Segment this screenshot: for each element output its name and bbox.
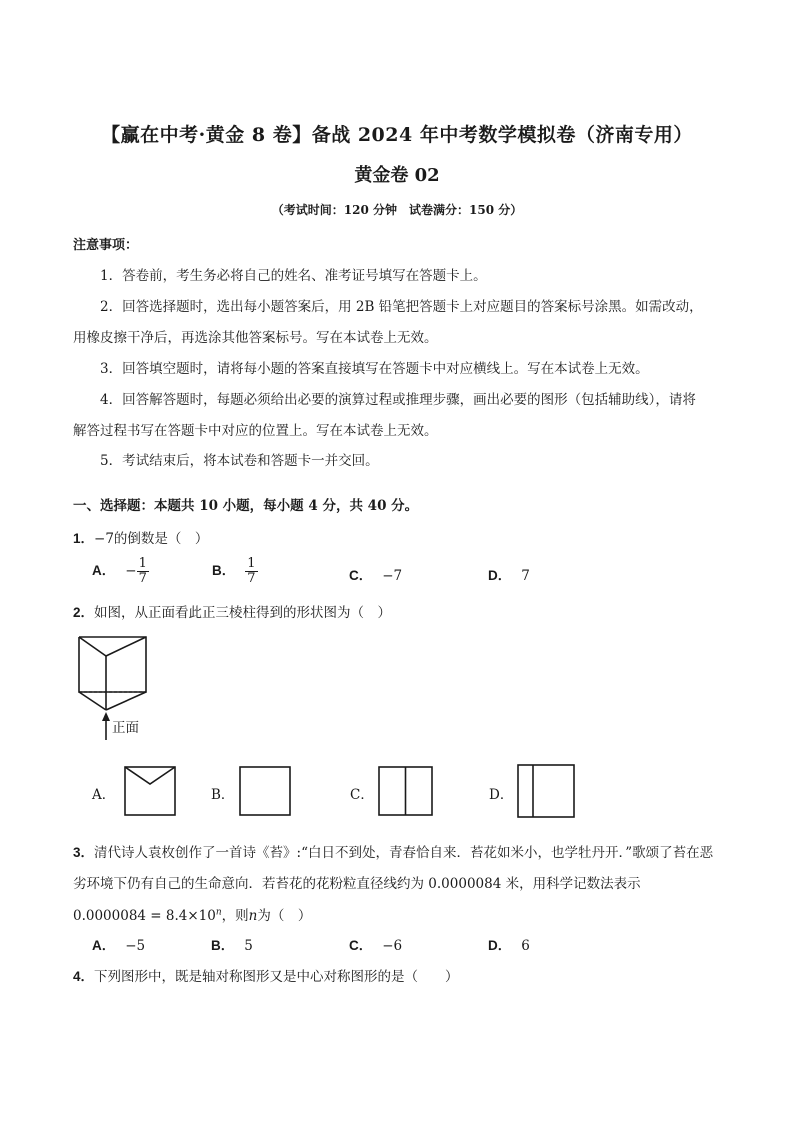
question-number: 3． [73, 845, 95, 860]
notice-item-1: 1．答卷前，考生务必将自己的姓名、准考证号填写在答题卡上。 [100, 268, 487, 284]
paper-title: 【赢在中考·黄金 8 卷】备战 2024 年中考数学模拟卷（济南专用） [101, 124, 693, 146]
exponent: n [215, 907, 222, 918]
option-value: 7 [521, 568, 530, 584]
question-text: −7的倒数是（ ） [94, 531, 209, 547]
option-value: −7 [382, 568, 403, 584]
option-value: −6 [382, 938, 403, 954]
q2-option-d-shape[interactable] [517, 764, 575, 818]
fraction [245, 557, 257, 586]
notice-item-4: 4．回答解答题时，每题必须给出必要的演算过程或推理步骤，画出必要的图形（包括辅助线），请将 [100, 392, 696, 408]
option-value: 6 [521, 938, 530, 954]
notice-item-3: 3．回答填空题时，请将每小题的答案直接填写在答题卡中对应横线上。写在本试卷上无效。 [100, 361, 649, 377]
q1-option-b[interactable] [212, 557, 258, 586]
question-number: 2． [73, 605, 95, 620]
question-1 [73, 527, 208, 547]
fraction-denominator: 7 [138, 571, 147, 586]
q2-option-b-shape[interactable] [239, 766, 291, 816]
question-3-line-2: 劣环境下仍有自己的生命意向．若苔花的花粉粒直径线约为 0.0000084 米，用科学记数法表示 [73, 876, 641, 892]
question-number: 1． [73, 531, 95, 546]
q2-option-a-shape[interactable] [124, 766, 176, 816]
q2-option-b-label[interactable]: B． [211, 787, 235, 803]
section-heading: 一、选择题：本题共 10 小题，每小题 4 分，共 40 分。 [73, 498, 419, 514]
variable: n [248, 908, 258, 924]
q3-option-c[interactable] [349, 934, 402, 954]
q3-option-d[interactable] [488, 934, 530, 954]
notice-item-2-cont: 用橡皮擦干净后，再选涂其他答案标号。写在本试卷上无效。 [73, 330, 438, 346]
option-sign: − [125, 563, 137, 579]
q2-option-a-label[interactable]: A． [92, 787, 116, 803]
q1-option-d[interactable] [488, 564, 530, 584]
question-3-line-3 [73, 904, 311, 924]
question-4 [73, 965, 459, 985]
q1-option-c[interactable] [349, 564, 402, 584]
fraction-numerator: 1 [138, 556, 147, 571]
question-text-line-1: 清代诗人袁枚创作了一首诗《苔》:“白日不到处，青春恰自来．苔花如米小，也学牡丹开．”歌颂了苔在恶 [94, 845, 714, 861]
notice-heading: 注意事项： [73, 238, 139, 253]
option-label: A． [92, 563, 116, 578]
notice-item-4-cont: 解答过程书写在答题卡中对应的位置上。写在本试卷上无效。 [73, 423, 438, 439]
text-fragment: ，则 [221, 908, 249, 924]
option-label: A． [92, 938, 116, 953]
q1-option-a[interactable] [92, 557, 149, 586]
option-label: B． [212, 563, 236, 578]
option-label: D． [488, 568, 512, 583]
q3-option-b[interactable] [211, 934, 253, 954]
option-value: 5 [244, 938, 253, 954]
exam-info: （考试时间：120 分钟 试卷满分：150 分） [271, 203, 523, 217]
notice-item-5: 5．考试结束后，将本试卷和答题卡一并交回。 [100, 453, 379, 469]
fraction-denominator: 7 [247, 571, 256, 586]
q2-option-c-label[interactable]: C． [350, 787, 374, 803]
question-number: 4． [73, 969, 95, 984]
option-label: C． [349, 568, 373, 583]
front-view-caption: 正面 [112, 720, 139, 736]
paper-subtitle: 黄金卷 02 [354, 165, 440, 186]
option-label: D． [488, 938, 512, 953]
question-text: 下列图形中，既是轴对称图形又是中心对称图形的是（ ） [94, 969, 459, 985]
question-3 [73, 841, 713, 861]
q2-option-c-shape[interactable] [378, 766, 433, 816]
option-label: C． [349, 938, 373, 953]
notice-item-2: 2．回答选择题时，选出每小题答案后，用 2B 铅笔把答题卡上对应题目的答案标号涂黑。如需改动， [100, 299, 703, 315]
q3-option-a[interactable] [92, 934, 145, 954]
fraction [137, 557, 149, 586]
question-text: 如图，从正面看此正三棱柱得到的形状图为（ ） [94, 605, 392, 621]
option-label: B． [211, 938, 235, 953]
scientific-notation-formula: 0.0000084 = 8.4×10 [73, 908, 216, 924]
q2-option-d-label[interactable]: D． [489, 787, 514, 803]
option-value: −5 [125, 938, 146, 954]
fraction-numerator: 1 [247, 556, 256, 571]
text-fragment: 为（ ） [257, 908, 312, 924]
question-2 [73, 601, 391, 621]
